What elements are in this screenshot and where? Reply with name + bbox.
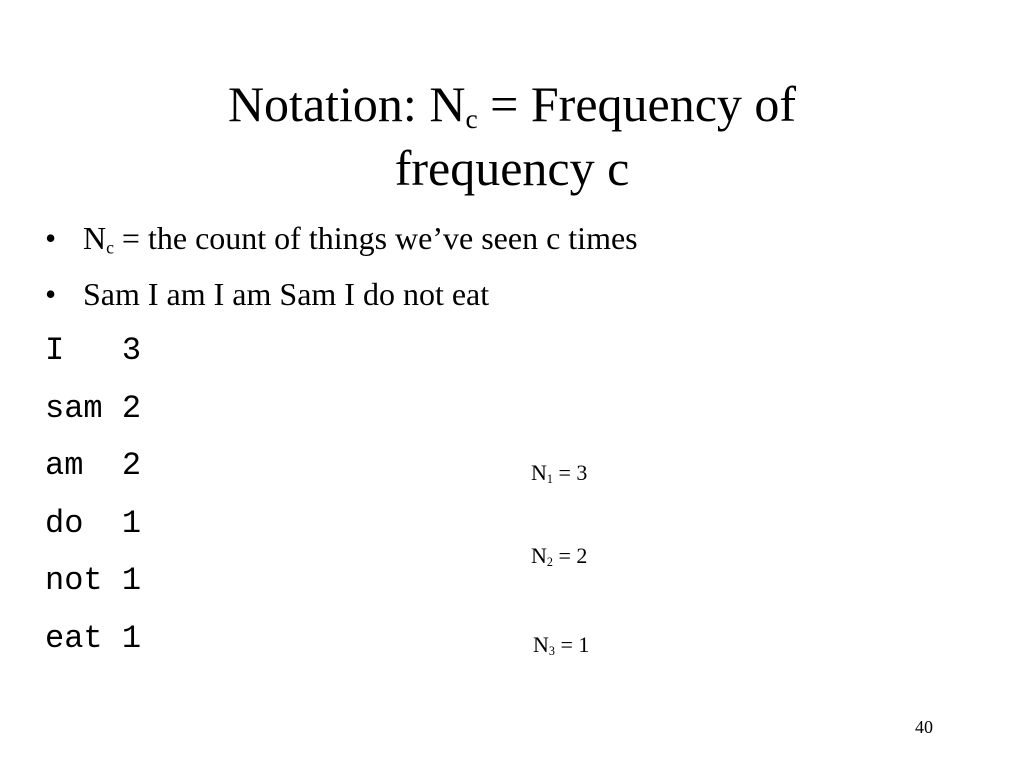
- word-count-row: [45, 322, 141, 380]
- title-subscript: c: [465, 102, 478, 134]
- word-cell: eat: [45, 619, 103, 657]
- frequency-n3: [533, 632, 589, 658]
- word-cell: not: [45, 562, 103, 599]
- frequency-subscript: 2: [546, 555, 553, 570]
- frequency-text: = 3: [552, 460, 588, 485]
- count-cell: 2: [121, 447, 142, 484]
- bullet-icon: •: [45, 220, 57, 256]
- frequency-subscript: 1: [546, 472, 553, 487]
- word-count-row: [45, 437, 141, 495]
- word-cell: do: [45, 504, 84, 542]
- word-cell: am: [45, 447, 84, 484]
- word-count-row: [45, 495, 141, 553]
- count-cell: 3: [121, 332, 142, 369]
- word-count-row: [45, 380, 141, 438]
- frequency-text: = 2: [552, 543, 588, 568]
- bullet-icon: •: [45, 276, 57, 312]
- count-cell: 1: [121, 504, 142, 542]
- word-cell: sam: [45, 389, 103, 427]
- bullet-item: [45, 266, 638, 322]
- frequency-text: = 1: [554, 632, 590, 657]
- column-spacer: [83, 505, 121, 542]
- slide-title: [0, 72, 1024, 200]
- title-line-1: [0, 72, 1024, 136]
- title-text: Notation: N: [227, 76, 466, 132]
- bullet-text: Sam I am I am Sam I do not eat: [83, 276, 490, 312]
- bullet-item: [45, 210, 638, 266]
- column-spacer: [103, 620, 122, 657]
- bullet-list: [45, 210, 638, 322]
- bullet-text: N: [83, 220, 107, 256]
- word-count-row: [45, 610, 141, 668]
- title-line-2: frequency c: [394, 140, 630, 196]
- column-spacer: [83, 447, 121, 484]
- word-count-row: [45, 552, 141, 610]
- bullet-subscript: c: [106, 237, 114, 258]
- column-spacer: [103, 562, 122, 599]
- count-cell: 2: [121, 389, 142, 427]
- count-cell: 1: [121, 619, 142, 657]
- frequency-n2: [531, 543, 587, 569]
- title-text: = Frequency of: [477, 76, 797, 132]
- frequency-subscript: 3: [548, 644, 555, 659]
- word-cell: I: [45, 332, 65, 369]
- column-spacer: [64, 332, 122, 369]
- word-count-table: [45, 322, 141, 667]
- frequency-text: N: [533, 632, 549, 657]
- bullet-text: = the count of things we’ve seen c times: [113, 220, 638, 256]
- frequency-text: N: [531, 460, 547, 485]
- frequency-text: N: [531, 543, 547, 568]
- column-spacer: [103, 390, 122, 427]
- page-number: 40: [915, 717, 933, 737]
- count-cell: 1: [121, 562, 142, 599]
- frequency-n1: [531, 460, 587, 486]
